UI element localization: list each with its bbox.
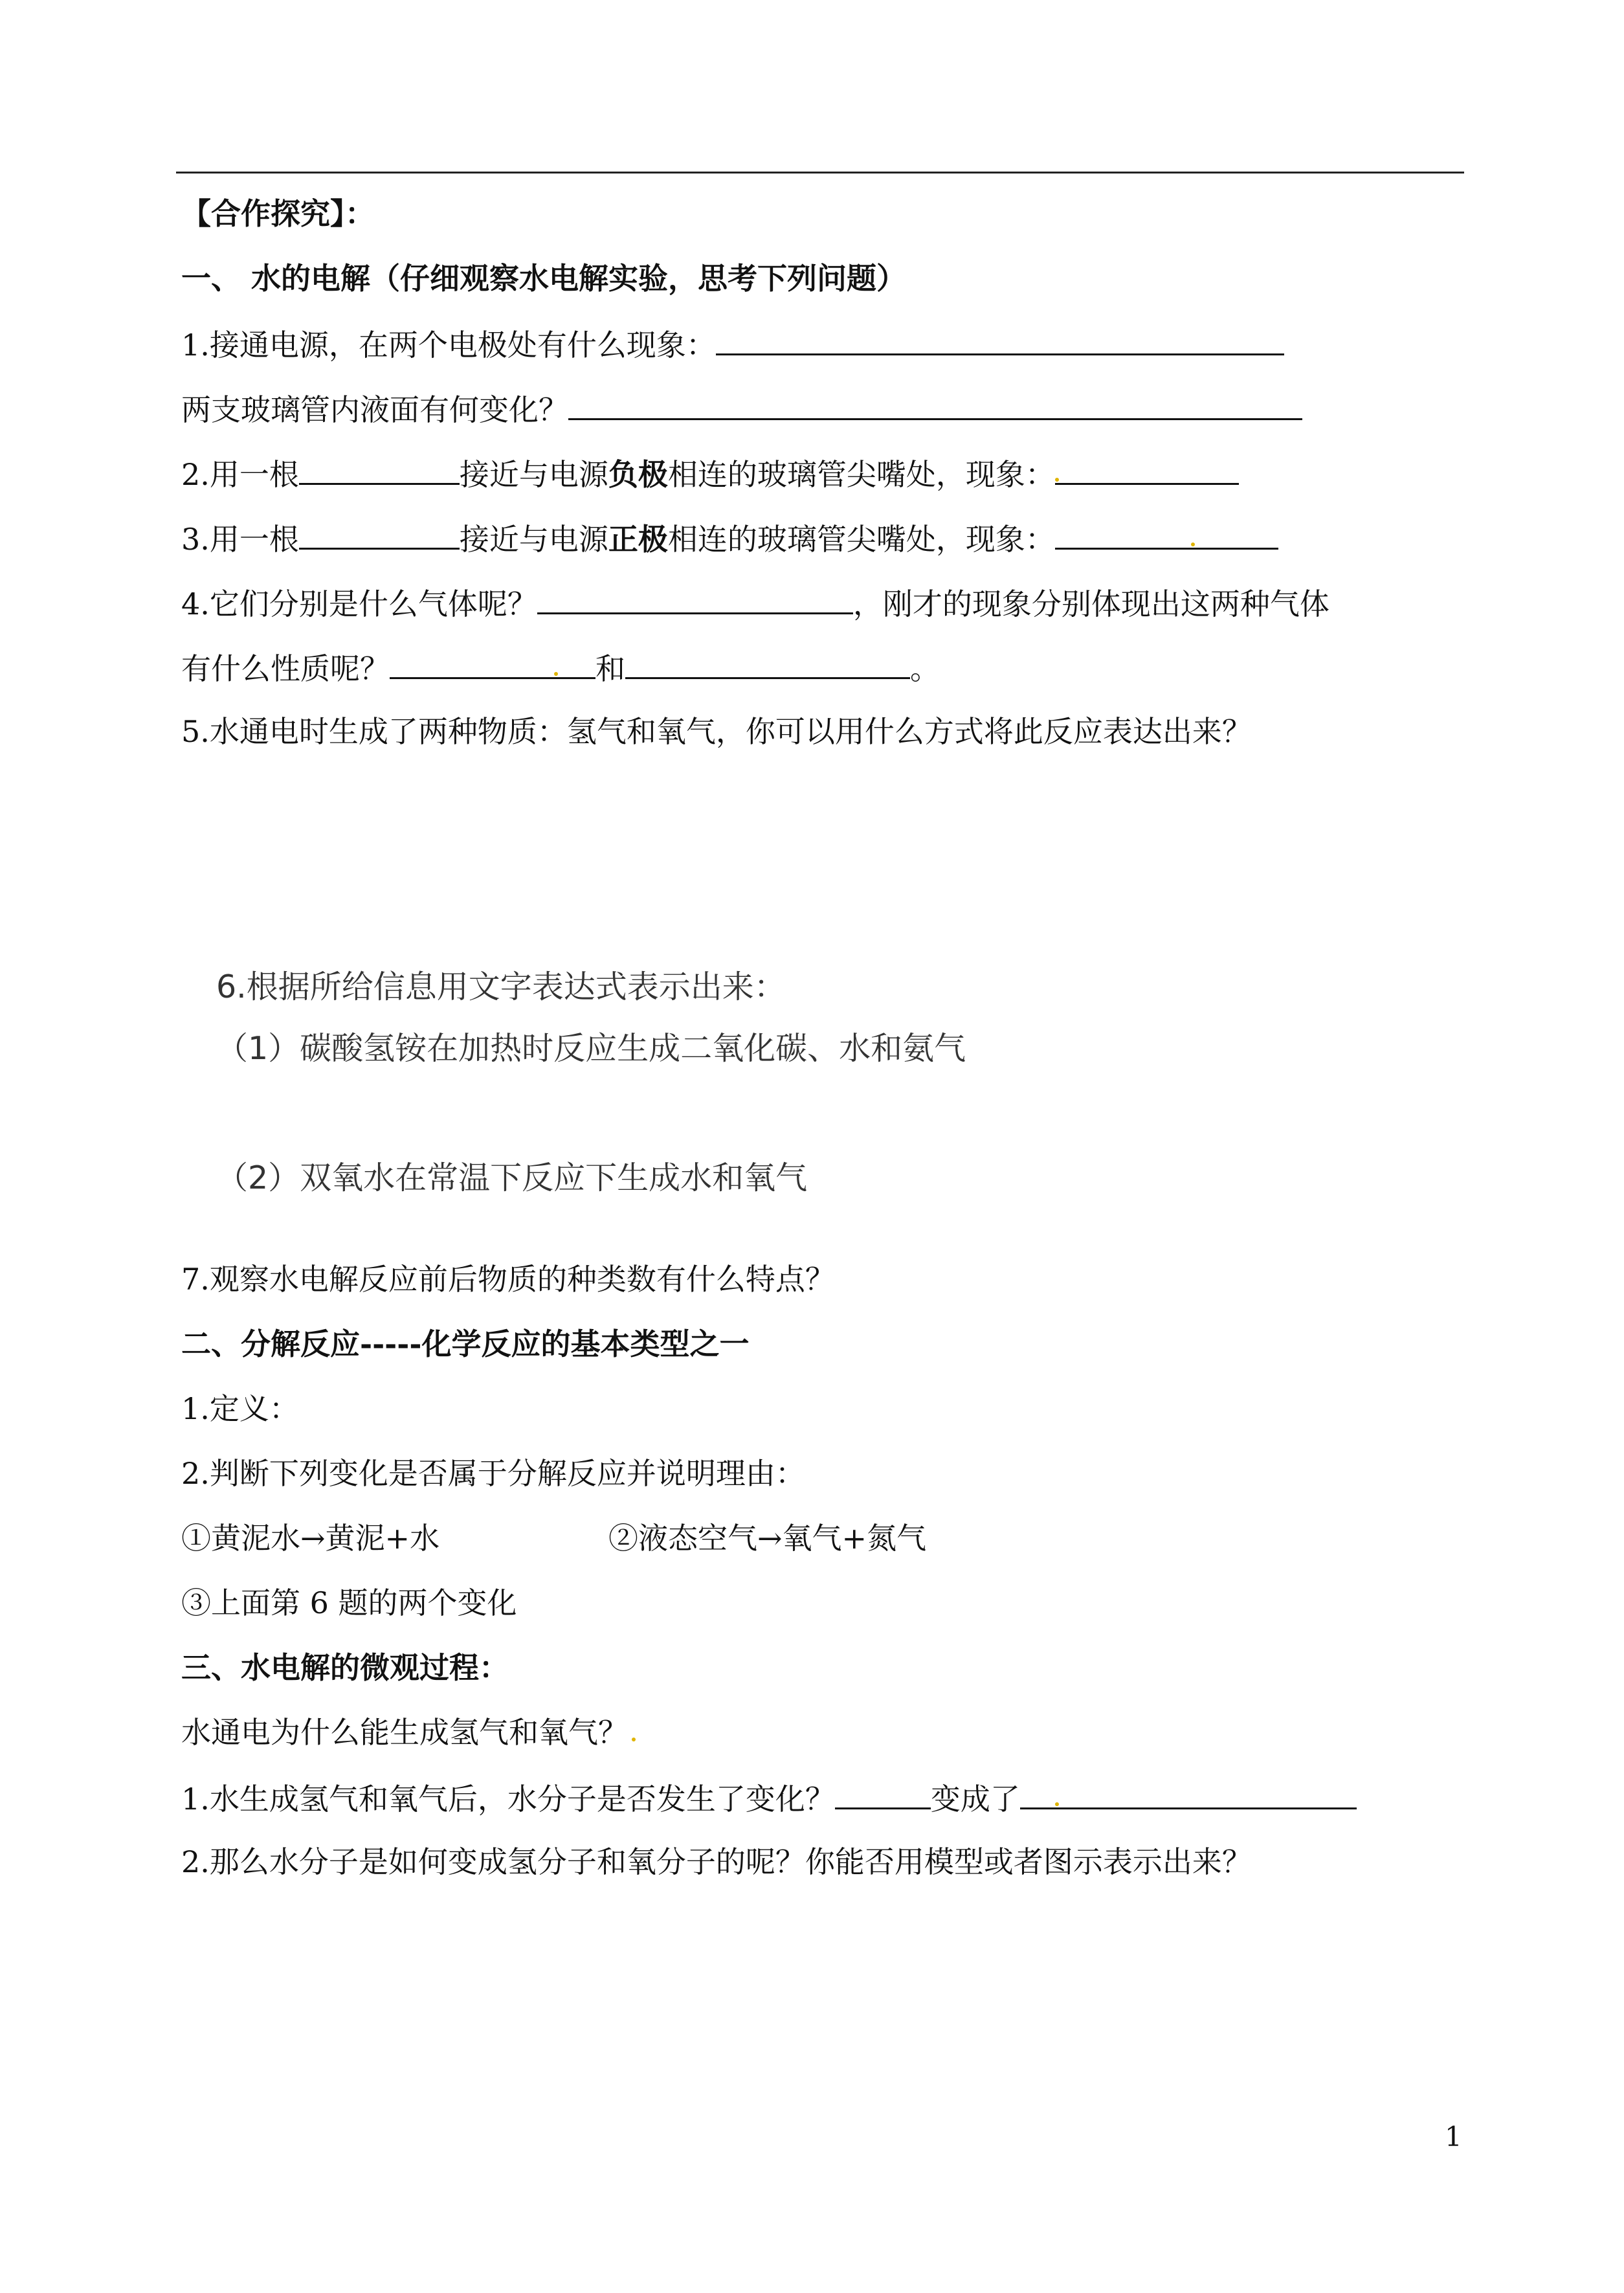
question-3-suffix: 相连的玻璃管尖嘴处，现象：: [667, 522, 1055, 557]
answer-blank[interactable]: [835, 1778, 931, 1809]
section3-question-2: 2.那么水分子是如何变成氢分子和氧分子的呢？你能否用模型或者图示表示出来？: [181, 1844, 1252, 1879]
section-heading: 【合作探究】：: [181, 196, 375, 231]
section3-intro: [181, 1713, 641, 1752]
section2-question-1: 1.定义：: [181, 1391, 299, 1426]
answer-blank[interactable]: [299, 518, 460, 550]
question-4b-prefix: 有什么性质呢？: [181, 651, 390, 686]
answer-blank[interactable]: [1055, 518, 1278, 550]
question-6-item-2: （2）双氧水在常温下反应下生成水和氧气: [216, 1159, 808, 1196]
section2-question-2: 2.判断下列变化是否属于分解反应并说明理由：: [181, 1456, 805, 1491]
question-2-prefix: 2.用一根: [181, 457, 299, 492]
answer-blank[interactable]: [1055, 453, 1239, 485]
question-4b-and: 和: [595, 651, 625, 686]
question-4a: [181, 583, 1329, 623]
question-3: [181, 518, 1278, 559]
answer-blank[interactable]: [716, 324, 1284, 355]
answer-blank[interactable]: [568, 388, 1302, 420]
marker-dot: [632, 1738, 636, 1741]
question-1b: [181, 388, 1302, 429]
marker-dot-holder: [628, 1736, 641, 1743]
section1-title: 一、 水的电解（仔细观察水电解实验，思考下列问题）: [181, 261, 907, 296]
question-2-suffix: 相连的玻璃管尖嘴处，现象：: [667, 457, 1055, 492]
answer-blank[interactable]: [537, 583, 853, 614]
question-4b: [181, 647, 940, 688]
question-1b-text: 两支玻璃管内液面有何变化？: [181, 392, 568, 427]
section3-question-1-prefix: 1.水生成氢气和氧气后，水分子是否发生了变化？: [181, 1782, 835, 1817]
question-2: [181, 453, 1239, 494]
header-rule: [176, 172, 1464, 173]
question-4a-suffix: ，刚才的现象分别体现出这两种气体: [852, 587, 1329, 621]
question-5: 5.水通电时生成了两种物质：氢气和氧气，你可以用什么方式将此反应表达出来？: [181, 714, 1252, 749]
section2-item-1: ①黄泥水→黄泥+水: [181, 1521, 440, 1556]
question-4b-end: 。: [910, 651, 940, 686]
answer-blank[interactable]: [625, 647, 910, 679]
section3-question-1-mid: 变成了: [930, 1782, 1020, 1817]
marker-dot: [554, 672, 558, 676]
question-3-prefix: 3.用一根: [181, 522, 299, 557]
section3-question-1: [181, 1778, 1357, 1818]
answer-blank[interactable]: [299, 453, 460, 485]
section2-title: 二、分解反应-----化学反应的基本类型之一: [181, 1326, 750, 1361]
question-1a: [181, 324, 1284, 364]
marker-dot: [1055, 1802, 1059, 1806]
marker-dot: [1055, 478, 1059, 482]
page-number: 1: [1445, 2121, 1462, 2153]
question-7: 7.观察水电解反应前后物质的种类数有什么特点？: [181, 1262, 835, 1297]
question-3-bold: 正极: [608, 522, 668, 557]
answer-blank[interactable]: [1020, 1778, 1357, 1809]
section2-item-3: ③上面第 6 题的两个变化: [181, 1585, 517, 1620]
section3-intro-text: 水通电为什么能生成氢气和氧气？: [181, 1715, 628, 1750]
question-4a-prefix: 4.它们分别是什么气体呢？: [181, 587, 537, 621]
question-3-mid: 接近与电源: [459, 522, 608, 557]
question-2-mid: 接近与电源: [459, 457, 608, 492]
marker-dot: [1191, 542, 1195, 546]
question-6-item-1: （1）碳酸氢铵在加热时反应生成二氧化碳、水和氨气: [216, 1030, 966, 1067]
section3-title: 三、水电解的微观过程：: [181, 1650, 509, 1685]
question-2-bold: 负极: [608, 457, 668, 492]
question-6-title: 6.根据所给信息用文字表达式表示出来：: [216, 968, 786, 1005]
section2-item-2: ②液态空气→氧气+氮气: [608, 1521, 927, 1556]
answer-blank[interactable]: [390, 647, 595, 679]
question-1a-text: 1.接通电源，在两个电极处有什么现象：: [181, 328, 716, 363]
